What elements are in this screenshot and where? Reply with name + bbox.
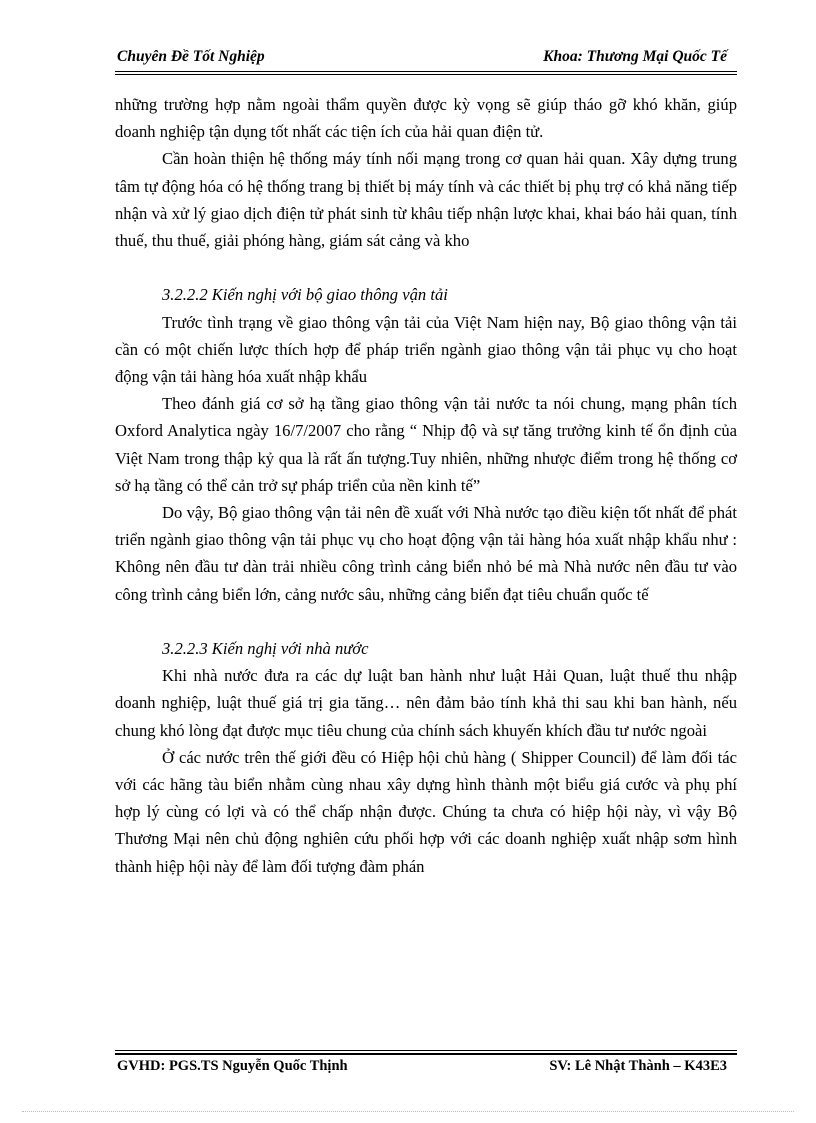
- footer-divider: [115, 1050, 737, 1055]
- paragraph: Do vậy, Bộ giao thông vận tải nên đề xuất với Nhà nước tạo điều kiện tốt nhất để phát triển ngành giao thông vận tải phục vụ cho hoạt động vận tải hàng hóa xuất nhập khẩu như : Không nên đầu tư dàn trải nhiều công trình cảng biển nhỏ bé mà Nhà nước nên đầu tư vào công trình cảng biển lớn, cảng nước sâu, những cảng biển đạt tiêu chuẩn quốc tế: [115, 503, 737, 604]
- paragraph: Cần hoàn thiện hệ thống máy tính nối mạng trong cơ quan hải quan. Xây dựng trung tâm tự động hóa có hệ thống trang bị thiết bị máy tính và các thiết bị phụ trợ có khả năng tiếp nhận và xử lý giao dịch điện tử phát sinh từ khâu tiếp nhận lược khai, khai báo hải quan, tính thuế, thu thuế, giải phóng hàng, giám sát cảng và kho: [115, 149, 737, 251]
- page-footer: [115, 1058, 737, 1080]
- footer-supervisor: GVHD: PGS.TS Nguyễn Quốc Thịnh: [117, 1058, 348, 1074]
- paragraph: Theo đánh giá cơ sở hạ tầng giao thông vận tải nước ta nói chung, mạng phân tích Oxford Analytica ngày 16/7/2007 cho rằng “ Nhịp độ và sự tăng trưởng kinh tế ổn định của Việt Nam trong thập kỷ qua là rất ấn tượng.Tuy nhiên, những nhược điểm trong hệ thống cơ sở hạ tầng có thể cản trở sự pháp triển của nền kinh tế”: [115, 394, 737, 495]
- page-header: [115, 44, 737, 70]
- header-faculty: Khoa: Thương Mại Quốc Tế: [543, 48, 727, 65]
- page-edge-guide: [22, 1111, 794, 1112]
- blank-line: [115, 254, 737, 281]
- paragraph: những trường hợp nằm ngoài thẩm quyền được kỳ vọng sẽ giúp tháo gỡ khó khăn, giúp doanh nghiệp tận dụng tốt nhất các tiện ích của hải quan điện tử.: [115, 95, 737, 142]
- footer-student: SV: Lê Nhật Thành – K43E3: [549, 1058, 727, 1074]
- document-body: [115, 91, 737, 880]
- section-heading: 3.2.2.3 Kiến nghị với nhà nước: [162, 639, 369, 659]
- section-heading: 3.2.2.2 Kiến nghị với bộ giao thông vận tải: [162, 285, 448, 305]
- paragraph: Trước tình trạng về giao thông vận tải của Việt Nam hiện nay, Bộ giao thông vận tải cần có một chiến lược thích hợp để pháp triển ngành giao thông vận tải phục vụ cho hoạt động vận tải hàng hóa xuất nhập khẩu: [115, 312, 737, 387]
- paragraph: Ở các nước trên thế giới đều có Hiệp hội chủ hàng ( Shipper Council) để làm đối tác với các hãng tàu biển nhằm cùng nhau xây dựng hình thành một biểu giá cước và phụ phí hợp lý cùng có lợi và có thể chấp nhận được. Chúng ta chưa có hiệp hội này, vì vậy Bộ Thương Mại nên chủ động nghiên cứu phối hợp với các doanh nghiệp xuất nhập sơm hình thành hiệp hội này để làm đối tượng đàm phán: [115, 747, 737, 876]
- blank-line: [115, 608, 737, 635]
- paragraph: Khi nhà nước đưa ra các dự luật ban hành như luật Hải Quan, luật thuế thu nhập doanh nghiệp, luật thuế giá trị gia tăng… nên đảm bảo tính khả thi sau khi ban hành, nếu chung khó lòng đạt được mục tiêu chung của chính sách khuyến khích đầu tư nước ngoài: [115, 666, 737, 740]
- header-divider: [115, 71, 737, 75]
- header-title: Chuyên Đề Tốt Nghiệp: [117, 48, 265, 65]
